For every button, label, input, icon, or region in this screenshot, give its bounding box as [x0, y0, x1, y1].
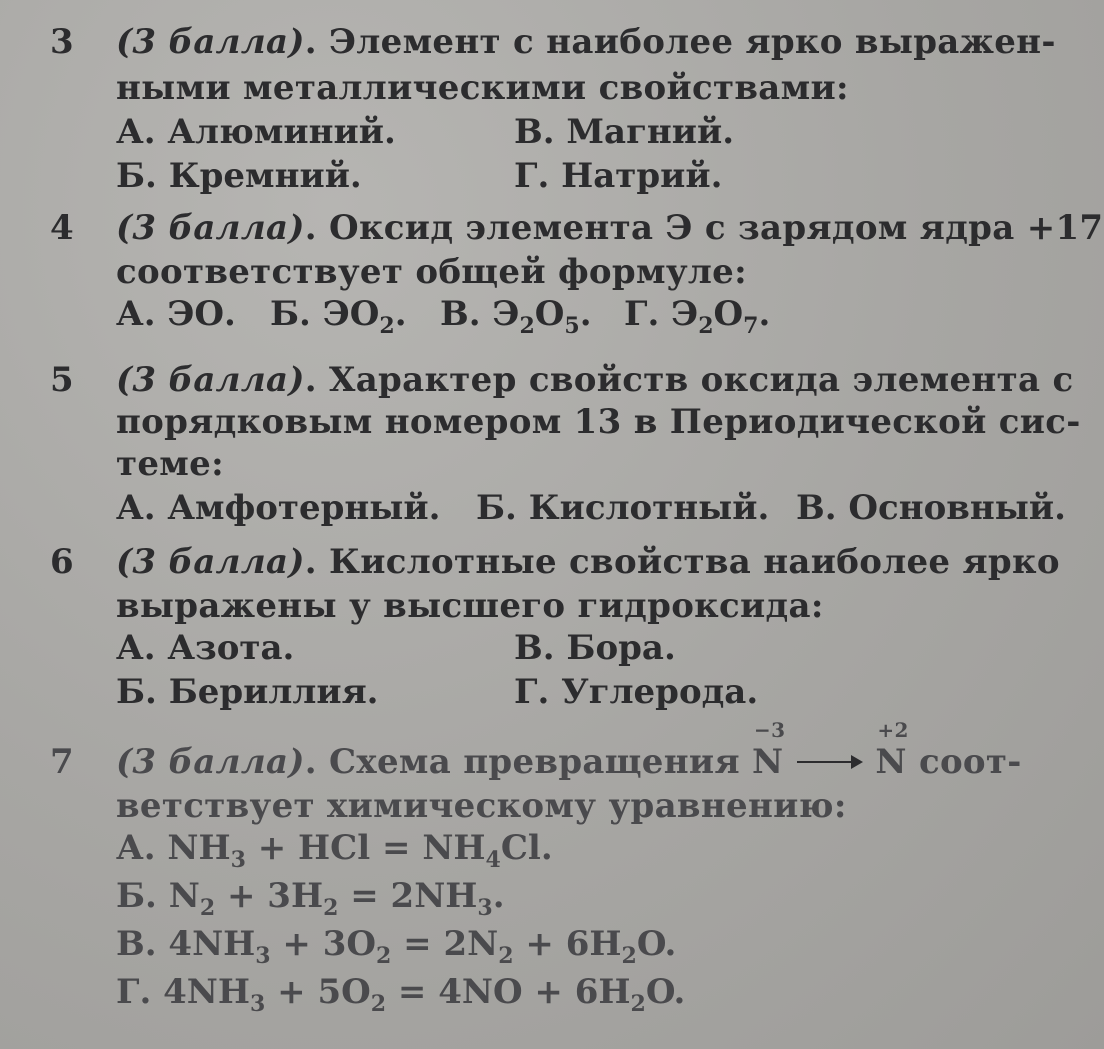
- nitrogen-to: [875, 718, 909, 782]
- option-a: А. ЭО.: [116, 294, 236, 334]
- option-v: [440, 294, 592, 339]
- formula-part: .: [758, 294, 771, 334]
- question-text-line-2: выражены у высшего гидроксида:: [116, 586, 824, 626]
- question-number: 5: [50, 360, 74, 400]
- question-text-line-2: ветствует химическому уравнению:: [116, 786, 847, 826]
- formula-part: = 4NO + 6H: [386, 972, 631, 1012]
- question-text: . Характер свойств оксида элемента с: [304, 360, 1074, 400]
- oxidation-state: −3: [754, 718, 786, 742]
- question-text-line-1: [116, 542, 1060, 582]
- formula-part: + 6H: [513, 924, 622, 964]
- subscript: 7: [743, 313, 759, 339]
- question-text-line-1: [116, 22, 1056, 62]
- question-points: (3 балла): [116, 208, 305, 248]
- question-text: . Элемент с наиболее ярко выражен-: [304, 22, 1056, 62]
- arrow-right-icon: [797, 761, 861, 763]
- formula-part: Cl.: [500, 828, 553, 868]
- subscript: 2: [199, 895, 216, 921]
- question-text-line-2: соответствует общей формуле:: [116, 252, 747, 292]
- question-text-line-1: [116, 208, 1103, 248]
- formula-part: + HCl = NH: [245, 828, 486, 868]
- formula-part: + 5O: [265, 972, 371, 1012]
- option-a: А. Азота.: [116, 628, 295, 668]
- formula-part: Г. Э: [624, 294, 699, 334]
- question-number: 3: [50, 22, 74, 62]
- subscript: 2: [379, 313, 395, 339]
- element-symbol: N: [875, 742, 907, 782]
- oxidation-state: +2: [877, 718, 909, 742]
- option-g: [624, 294, 771, 339]
- question-text: . Схема превращения: [304, 742, 740, 782]
- subscript: 2: [621, 943, 637, 969]
- question-number: 4: [50, 208, 74, 248]
- formula-part: O.: [645, 972, 686, 1012]
- option-b: [116, 876, 505, 921]
- subscript: 2: [498, 943, 514, 969]
- option-b: Б. Кислотный.: [476, 488, 770, 528]
- question-text-line-1: [116, 718, 1022, 782]
- question-points: (3 балла): [116, 742, 305, 782]
- element-symbol: N: [752, 742, 784, 782]
- question-text-line-1: [116, 360, 1073, 400]
- formula-part: Б. ЭО: [270, 294, 380, 334]
- question-points: (3 балла): [116, 542, 305, 582]
- formula-part: .: [579, 294, 592, 334]
- subscript: 3: [250, 991, 266, 1017]
- subscript: 4: [485, 847, 501, 873]
- option-v: В. Основный.: [796, 488, 1066, 528]
- subscript: 2: [519, 313, 535, 339]
- option-g: Г. Углерода.: [514, 672, 759, 712]
- formula-part: В. 4NH: [116, 924, 256, 964]
- option-b: [270, 294, 407, 339]
- question-points: (3 балла): [116, 22, 305, 62]
- subscript: 2: [323, 895, 339, 921]
- option-g: [116, 972, 686, 1017]
- formula-part: .: [394, 294, 407, 334]
- subscript: 3: [255, 943, 271, 969]
- option-a: А. Амфотерный.: [116, 488, 441, 528]
- formula-part: O.: [636, 924, 677, 964]
- subscript: 2: [370, 991, 387, 1017]
- subscript: 3: [477, 895, 493, 921]
- question-text: . Оксид элемента Э с зарядом ядра +17: [304, 208, 1104, 248]
- subscript: 2: [376, 943, 392, 969]
- option-a: А. Алюминий.: [116, 112, 396, 152]
- formula-part: А. NH: [116, 828, 231, 868]
- formula-part: = 2N: [391, 924, 499, 964]
- option-v: В. Бора.: [514, 628, 676, 668]
- formula-part: О: [534, 294, 565, 334]
- formula-part: .: [492, 876, 505, 916]
- formula-part: О: [713, 294, 744, 334]
- formula-part: + 3H: [215, 876, 324, 916]
- formula-part: Г. 4NH: [116, 972, 251, 1012]
- subscript: 2: [698, 313, 714, 339]
- nitrogen-from: [752, 718, 786, 782]
- formula-part: Б. N: [116, 876, 200, 916]
- question-points: (3 балла): [116, 360, 305, 400]
- question-number: 6: [50, 542, 74, 582]
- question-text-line-2: ными металлическими свойствами:: [116, 68, 849, 108]
- subscript: 2: [630, 991, 646, 1017]
- option-g: Г. Натрий.: [514, 156, 723, 196]
- question-text-line-2: порядковым номером 13 в Периодической сис-: [116, 402, 1081, 442]
- option-v: В. Магний.: [514, 112, 735, 152]
- question-number: 7: [50, 742, 74, 782]
- option-b: Б. Кремний.: [116, 156, 362, 196]
- subscript: 5: [564, 313, 580, 339]
- question-text-line-3: теме:: [116, 444, 224, 484]
- option-v: [116, 924, 677, 969]
- subscript: 3: [230, 847, 246, 873]
- option-a: [116, 828, 553, 873]
- formula-part: + 3O: [270, 924, 377, 964]
- formula-part: = 2NH: [338, 876, 478, 916]
- option-b: Б. Бериллия.: [116, 672, 379, 712]
- formula-part: В. Э: [440, 294, 520, 334]
- question-text: . Кислотные свойства наиболее ярко: [304, 542, 1060, 582]
- question-text: соот-: [918, 742, 1022, 782]
